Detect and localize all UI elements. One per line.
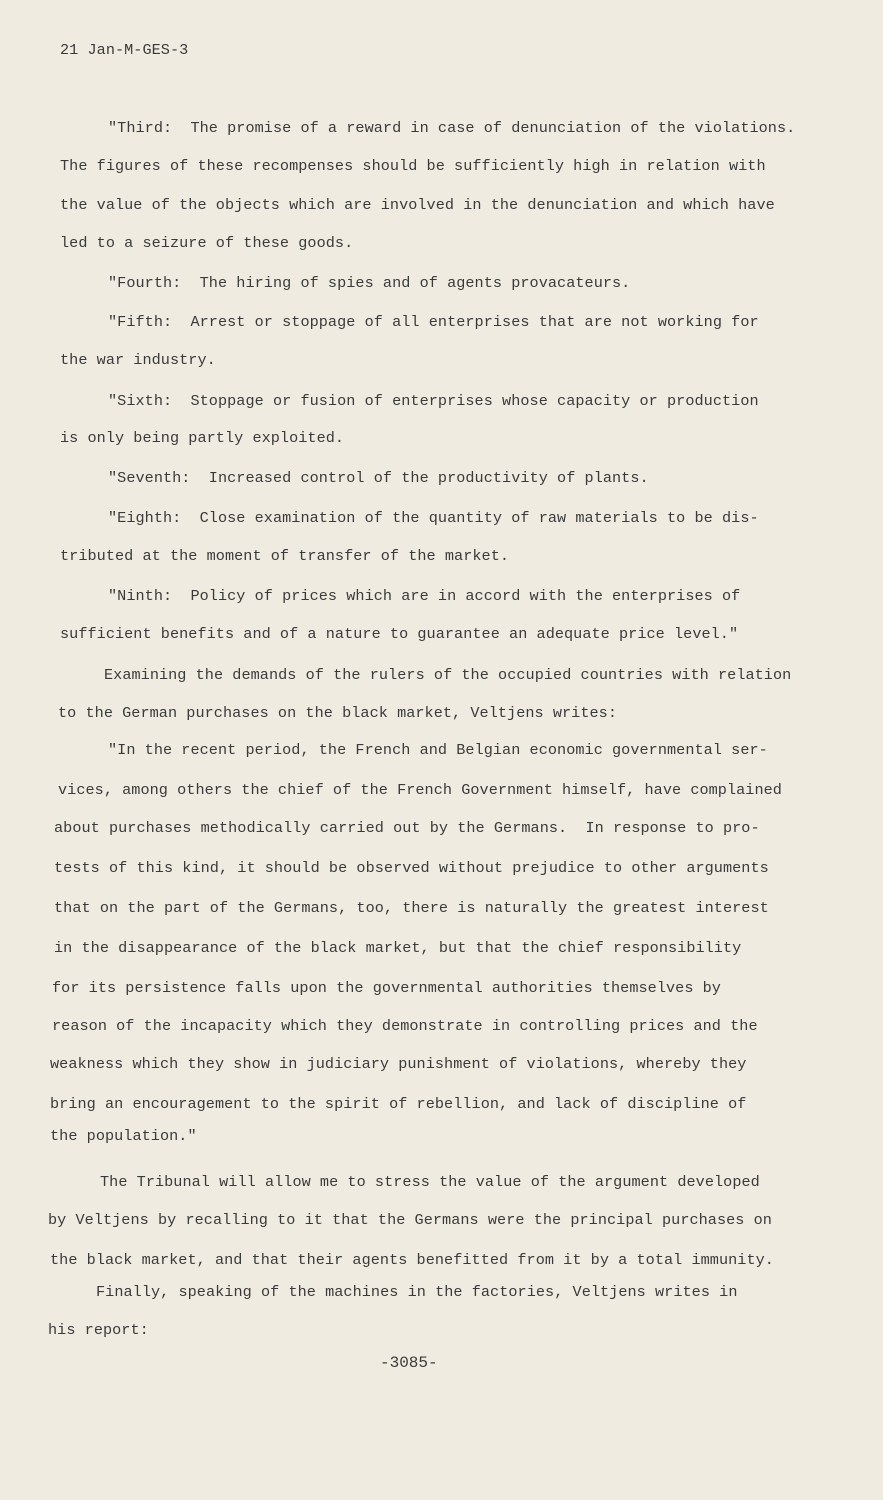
text-line: that on the part of the Germans, too, there is naturally the greatest interest [54,899,769,917]
text-line: the value of the objects which are involved in the denunciation and which have [60,196,775,214]
text-line: bring an encouragement to the spirit of rebellion, and lack of discipline of [50,1095,747,1113]
text-line: "Sixth: Stoppage or fusion of enterprises whose capacity or production [108,392,759,410]
text-line: tests of this kind, it should be observed without prejudice to other arguments [54,859,769,877]
text-line: "Fourth: The hiring of spies and of agents provacateurs. [108,274,631,292]
text-line: the population." [50,1127,197,1145]
text-line: vices, among others the chief of the French Government himself, have complained [58,781,782,799]
text-line: "Eighth: Close examination of the quantity of raw materials to be dis- [108,509,759,527]
text-line: for its persistence falls upon the governmental authorities themselves by [52,979,721,997]
text-line: Examining the demands of the rulers of the occupied countries with relation [104,666,792,684]
text-line: The figures of these recompenses should be sufficiently high in relation with [60,157,766,175]
text-line: "Seventh: Increased control of the productivity of plants. [108,469,649,487]
text-line: "In the recent period, the French and Belgian economic governmental ser- [108,741,768,759]
text-line: weakness which they show in judiciary punishment of violations, whereby they [50,1055,747,1073]
document-header: 21 Jan-M-GES-3 [60,41,189,59]
text-line: "Third: The promise of a reward in case of denunciation of the violations. [108,119,796,137]
text-line: tributed at the moment of transfer of the market. [60,547,510,565]
page-number: -3085- [380,1354,438,1372]
text-line: sufficient benefits and of a nature to guarantee an adequate price level." [60,625,739,643]
text-line: is only being partly exploited. [60,429,345,447]
text-line: about purchases methodically carried out by the Germans. In response to pro- [54,819,760,837]
text-line: "Fifth: Arrest or stoppage of all enterprises that are not working for [108,313,759,331]
text-line: by Veltjens by recalling to it that the Germans were the principal purchases on [48,1211,772,1229]
text-line: the black market, and that their agents benefitted from it by a total immunity. [50,1251,774,1269]
text-line: in the disappearance of the black market, but that the chief responsibility [54,939,742,957]
text-line: The Tribunal will allow me to stress the value of the argument developed [100,1173,760,1191]
text-line: led to a seizure of these goods. [60,234,354,252]
text-line: Finally, speaking of the machines in the factories, Veltjens writes in [96,1283,738,1301]
text-line: his report: [48,1321,149,1339]
text-line: the war industry. [60,351,216,369]
text-line: reason of the incapacity which they demonstrate in controlling prices and the [52,1017,758,1035]
text-line: "Ninth: Policy of prices which are in accord with the enterprises of [108,587,741,605]
text-line: to the German purchases on the black market, Veltjens writes: [58,704,618,722]
